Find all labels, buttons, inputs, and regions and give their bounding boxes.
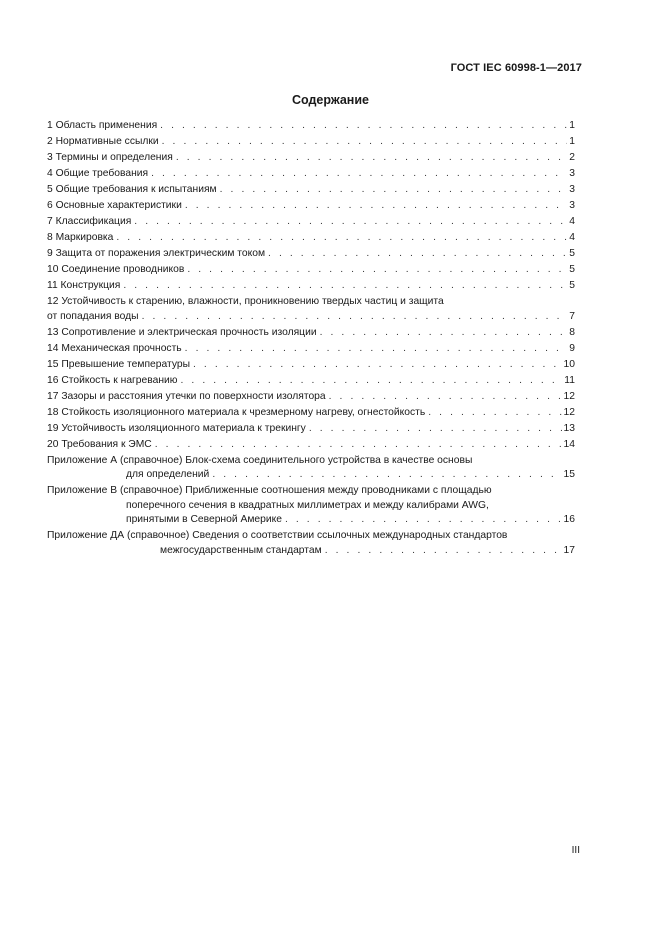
- toc-entry-text: 1 Область применения: [47, 120, 158, 131]
- dot-leader: [329, 390, 562, 405]
- toc-entry-page: 1: [569, 120, 575, 131]
- dot-leader: [220, 183, 568, 198]
- toc-entry-text: 18 Стойкость изоляционного материала к чрезмерному нагреву, огнестойкость: [47, 406, 426, 418]
- dot-leader: [142, 310, 568, 325]
- toc-entry-text: 13 Сопротивление и электрическая прочность изоляции: [47, 326, 317, 338]
- toc-entry-page: 8: [569, 326, 575, 338]
- dot-leader: [187, 263, 567, 278]
- toc-annex-text-cont: межгосударственным стандартам: [160, 544, 322, 556]
- toc-annex-text: Приложение В (справочное) Приближенные соотношения между проводниками с площадью: [47, 485, 492, 496]
- toc-entry-4[interactable]: [47, 167, 575, 182]
- toc-entry-text: 5 Общие требования к испытаниям: [47, 184, 217, 195]
- toc-entry-9[interactable]: [47, 247, 575, 262]
- dot-leader: [320, 326, 568, 341]
- toc-entry-page: 10: [563, 358, 575, 370]
- toc-entry-text: 19 Устойчивость изоляционного материала к трекингу: [47, 422, 306, 434]
- toc-entry-20[interactable]: [47, 438, 575, 453]
- toc-entry-page: 5: [569, 280, 575, 291]
- toc-entry-2[interactable]: [47, 135, 575, 150]
- toc-annex-text: Приложение А (справочное) Блок-схема соединительного устройства в качестве основы: [47, 454, 473, 466]
- toc-entry-page: 5: [569, 248, 575, 259]
- toc-annex-text-cont: для определений: [126, 469, 210, 480]
- toc-entry-page: 11: [564, 374, 575, 386]
- dot-leader: [268, 247, 567, 262]
- toc-entry-text: 6 Основные характеристики: [47, 200, 182, 211]
- dot-leader: [309, 422, 562, 437]
- toc-entry-text-cont: от попадания воды: [47, 310, 139, 322]
- toc-entry-page: 15: [563, 469, 575, 480]
- toc-entry-10[interactable]: [47, 263, 575, 278]
- toc-entry-16[interactable]: [47, 374, 575, 389]
- toc-title: Содержание: [291, 93, 369, 107]
- toc-entry-8[interactable]: [47, 231, 575, 246]
- dot-leader: [116, 231, 567, 246]
- toc-entry-19[interactable]: [47, 422, 575, 437]
- toc-entry-5[interactable]: [47, 183, 575, 198]
- table-of-contents: [47, 119, 575, 560]
- toc-entry-text: 16 Стойкость к нагреванию: [47, 374, 178, 386]
- toc-entry-18[interactable]: [47, 406, 575, 421]
- toc-entry-text: 7 Классификация: [47, 216, 132, 227]
- dot-leader: [325, 544, 562, 559]
- toc-entry-page: 12: [563, 406, 575, 418]
- toc-entry-7[interactable]: [47, 215, 575, 230]
- toc-annex-text-cont: принятыми в Северной Америке: [126, 514, 282, 525]
- dot-leader: [185, 342, 568, 357]
- toc-entry-13[interactable]: [47, 326, 575, 341]
- toc-entry-page: 7: [569, 310, 575, 322]
- toc-entry-text: 9 Защита от поражения электрическим током: [47, 248, 266, 259]
- dot-leader: [181, 374, 563, 389]
- toc-entry-page: 1: [569, 136, 575, 147]
- toc-entry-text: 2 Нормативные ссылки: [47, 136, 159, 147]
- toc-entry-text: 14 Механическая прочность: [47, 342, 182, 354]
- toc-entry-12[interactable]: [47, 295, 575, 324]
- toc-entry-page: 2: [569, 152, 575, 163]
- page-number: III: [571, 845, 580, 856]
- dot-leader: [151, 167, 567, 182]
- toc-entry-page: 3: [569, 200, 575, 211]
- toc-annex-text-cont: поперечного сечения в квадратных миллиметрах и между калибрами AWG,: [126, 499, 489, 511]
- toc-entry-17[interactable]: [47, 390, 575, 405]
- toc-entry-page: 12: [563, 390, 575, 402]
- dot-leader: [428, 406, 561, 421]
- dot-leader: [212, 468, 561, 483]
- toc-entry-page: 16: [563, 514, 575, 525]
- dot-leader: [176, 151, 567, 166]
- toc-entry-text: 17 Зазоры и расстояния утечки по поверхности изолятора: [47, 390, 326, 402]
- toc-entry-page: 4: [569, 232, 575, 243]
- toc-entry-text: 3 Термины и определения: [47, 152, 173, 163]
- toc-entry-3[interactable]: [47, 151, 575, 166]
- toc-entry-text: 4 Общие требования: [47, 168, 149, 179]
- dot-leader: [160, 119, 567, 134]
- toc-entry-page: 5: [569, 264, 575, 275]
- toc-entry-page: 3: [569, 168, 575, 179]
- toc-annex-text: Приложение ДА (справочное) Сведения о соответствии ссылочных международных стандартов: [47, 530, 508, 541]
- toc-entry-11[interactable]: [47, 279, 575, 294]
- toc-annex-b[interactable]: [47, 484, 575, 528]
- toc-entry-text: 12 Устойчивость к старению, влажности, проникновению твердых частиц и защита: [47, 296, 444, 307]
- toc-entry-text: 11 Конструкция: [47, 280, 121, 291]
- dot-leader: [285, 513, 562, 528]
- toc-entry-page: 17: [563, 544, 575, 556]
- toc-entry-page: 4: [569, 216, 575, 227]
- toc-entry-page: 9: [569, 342, 575, 354]
- dot-leader: [155, 438, 562, 453]
- dot-leader: [134, 215, 567, 230]
- toc-entry-text: 10 Соединение проводников: [47, 264, 185, 275]
- toc-entry-6[interactable]: [47, 199, 575, 214]
- toc-annex-a[interactable]: [47, 454, 575, 483]
- toc-entry-text: 20 Требования к ЭМС: [47, 438, 152, 450]
- toc-entry-page: 3: [569, 184, 575, 195]
- toc-entry-page: 13: [563, 422, 575, 434]
- toc-entry-14[interactable]: [47, 342, 575, 357]
- dot-leader: [185, 199, 567, 214]
- toc-annex-da[interactable]: [47, 529, 575, 558]
- toc-entry-1[interactable]: [47, 119, 575, 134]
- toc-entry-15[interactable]: [47, 358, 575, 373]
- dot-leader: [123, 279, 567, 294]
- document-code: ГОСТ IEC 60998-1—2017: [450, 62, 582, 74]
- dot-leader: [162, 135, 568, 150]
- toc-entry-text: 8 Маркировка: [47, 232, 114, 243]
- toc-entry-page: 14: [563, 438, 575, 450]
- toc-entry-text: 15 Превышение температуры: [47, 358, 190, 370]
- dot-leader: [193, 358, 562, 373]
